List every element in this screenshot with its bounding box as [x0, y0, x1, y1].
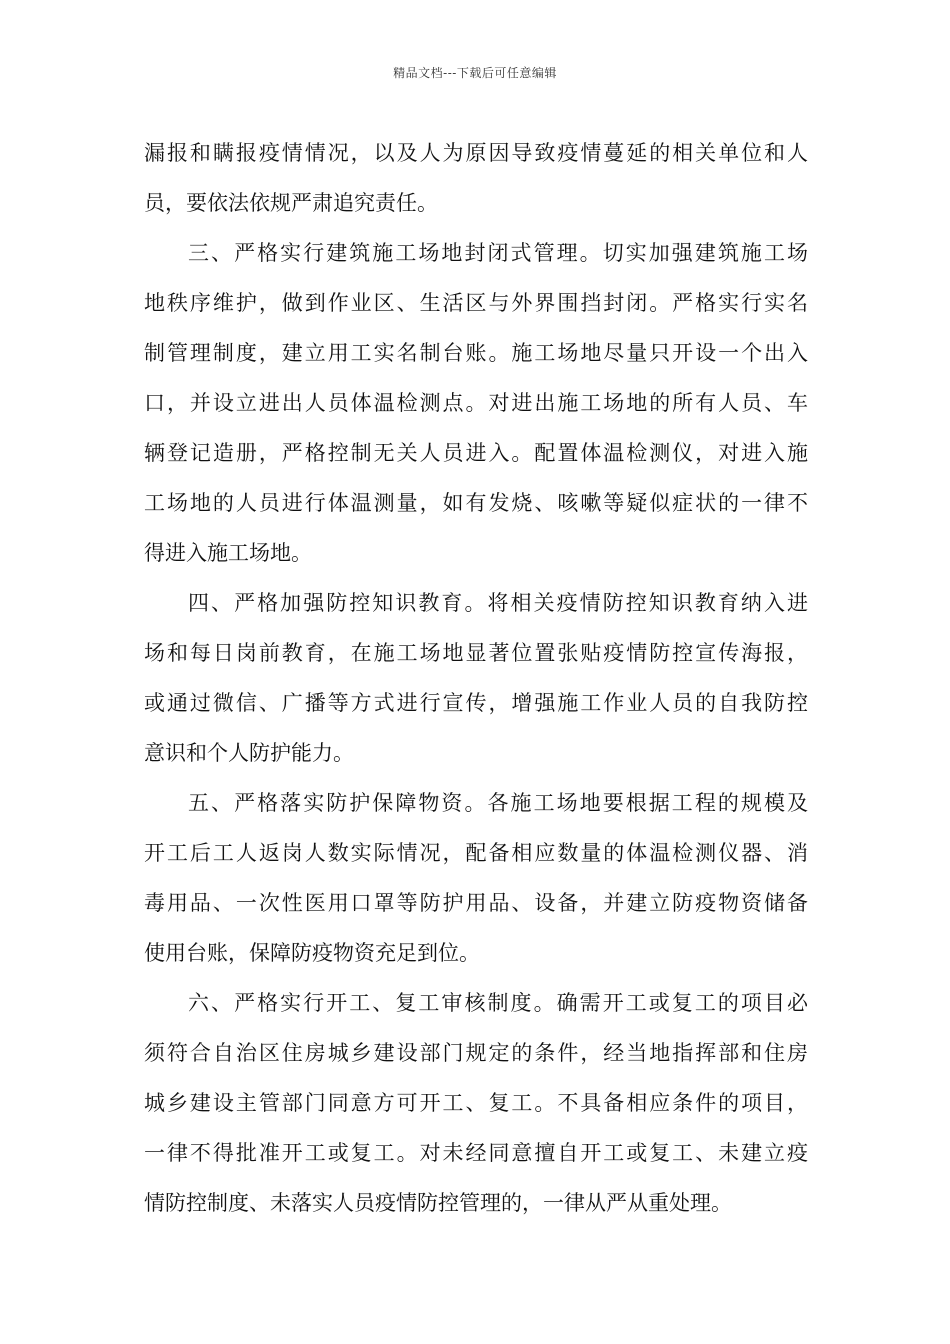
paragraph-start-line: 四、严格加强防控知识教育。将相关疫情防控知识教育纳入进 — [188, 591, 808, 615]
paragraph-start-line: 六、严格实行开工、复工审核制度。确需开工或复工的项目必 — [188, 991, 808, 1015]
document-body — [144, 128, 808, 1228]
text-line: 漏报和瞒报疫情情况，以及人为原因导致疫情蔓延的相关单位和人 — [144, 141, 808, 165]
text-line: 工场地的人员进行体温测量，如有发烧、咳嗽等疑似症状的一律不 — [144, 491, 808, 515]
text-line: 地秩序维护，做到作业区、生活区与外界围挡封闭。严格实行实名 — [144, 291, 808, 315]
paragraph-start-line: 三、严格实行建筑施工场地封闭式管理。切实加强建筑施工场 — [188, 241, 808, 265]
text-line: 一律不得批准开工或复工。对未经同意擅自开工或复工、未建立疫 — [144, 1141, 808, 1165]
text-line: 城乡建设主管部门同意方可开工、复工。不具备相应条件的项目， — [144, 1091, 808, 1115]
text-line: 或通过微信、广播等方式进行宣传，增强施工作业人员的自我防控 — [144, 691, 808, 715]
text-line: 意识和个人防护能力。 — [144, 741, 354, 765]
text-line: 开工后工人返岗人数实际情况，配备相应数量的体温检测仪器、消 — [144, 841, 808, 865]
text-line: 制管理制度，建立用工实名制台账。施工场地尽量只开设一个出入 — [144, 341, 808, 365]
text-line: 得进入施工场地。 — [144, 541, 312, 565]
text-line: 辆登记造册，严格控制无关人员进入。配置体温检测仪，对进入施 — [144, 441, 808, 465]
text-line: 使用台账，保障防疫物资充足到位。 — [144, 941, 480, 965]
text-line: 须符合自治区住房城乡建设部门规定的条件，经当地指挥部和住房 — [144, 1041, 808, 1065]
text-line: 情防控制度、未落实人员疫情防控管理的，一律从严从重处理。 — [144, 1191, 732, 1215]
paragraph-start-line: 五、严格落实防护保障物资。各施工场地要根据工程的规模及 — [188, 791, 808, 815]
page-header: 精品文档---下载后可任意编辑 — [393, 66, 557, 80]
text-line: 毒用品、一次性医用口罩等防护用品、设备，并建立防疫物资储备 — [144, 891, 808, 915]
text-line: 员，要依法依规严肃追究责任。 — [144, 191, 438, 215]
text-line: 口，并设立进出人员体温检测点。对进出施工场地的所有人员、车 — [144, 391, 808, 415]
text-line: 场和每日岗前教育，在施工场地显著位置张贴疫情防控宣传海报， — [144, 641, 808, 665]
